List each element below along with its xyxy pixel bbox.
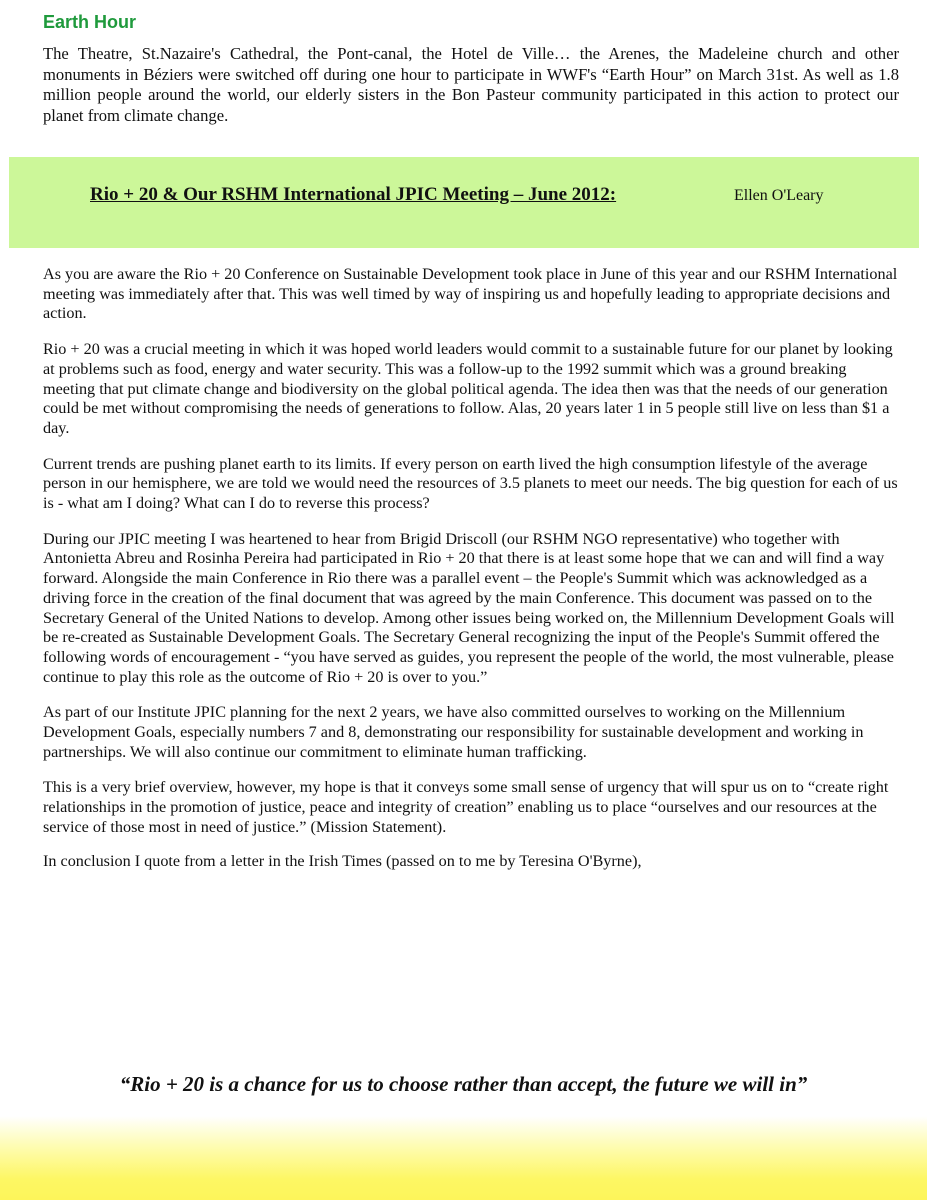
closing-quote: “Rio + 20 is a chance for us to choose rather than accept, the future we will in” xyxy=(119,1072,808,1096)
article-banner xyxy=(9,157,919,248)
article-paragraph: During our JPIC meeting I was heartened to hear from Brigid Driscoll (our RSHM NGO representative) who together with Antonietta Abreu and Rosinha Pereira had participated in Rio + 20 that there is at least some hope that we can and will find a way forward. Alongside the main Conference in Rio there was a parallel event – the People's Summit which was acknowledged as a driving force in the creation of the final document that was agreed by the main Conference. This document was passed on to the Secretary General of the United Nations to develop. Among other issues being worked on, the Millennium Development Goals will be re-created as Sustainable Development Goals. The Secretary General recognizing the input of the People's Summit offered the following words of encouragement - “you have served as guides, you represent the people of the world, the most vulnerable, please continue to play this role as the outcome of Rio + 20 is over to you.” xyxy=(43,529,895,686)
earth-hour-paragraph: The Theatre, St.Nazaire's Cathedral, the Pont-canal, the Hotel de Ville… the Arenes, the Madeleine church and other monuments in Béziers were switched off during one hour to participate in WWF's “Earth Hour” on March 31st. As well as 1.8 million people around the world, our elderly sisters in the Bon Pasteur community participated in this action to protect our planet from climate change. xyxy=(43,44,899,125)
article-body xyxy=(43,265,899,887)
footer-band xyxy=(0,1116,927,1200)
article-paragraph: In conclusion I quote from a letter in the Irish Times (passed on to me by Teresina O'Byrne), xyxy=(43,851,642,870)
article-author: Ellen O'Leary xyxy=(734,187,824,204)
article-paragraph: Current trends are pushing planet earth to its limits. If every person on earth lived the high consumption lifestyle of the average person in our hemisphere, we are told we would need the resources of 3.5 planets to meet our needs. The big question for each of us is - what am I doing? What can I do to reverse this process? xyxy=(43,454,898,513)
article-paragraph: Rio + 20 was a crucial meeting in which it was hoped world leaders would commit to a sustainable future for our planet by looking at problems such as food, energy and water security. This was a follow-up to the 1992 summit which was a ground breaking meeting that put climate change and biodiversity on the global political agenda. The idea then was that the needs of our generation could be met without compromising the needs of generations to follow. Alas, 20 years later 1 in 5 people still live on less than $1 a day. xyxy=(43,340,893,437)
article-paragraph: This is a very brief overview, however, my hope is that it conveys some small sense of urgency that will spur us on to “create right relationships in the promotion of justice, peace and integrity of creation” enabling us to place “ourselves and our resources at the service of those most in need of justice.” (Mission Statement). xyxy=(43,778,889,836)
article-paragraph: As part of our Institute JPIC planning for the next 2 years, we have also committed ourselves to working on the Millennium Development Goals, especially numbers 7 and 8, demonstrating our responsibility for sustainable development and working in partnerships. We will also continue our commitment to eliminate human trafficking. xyxy=(43,703,864,761)
earth-hour-title: Earth Hour xyxy=(43,12,137,32)
article-paragraph: As you are aware the Rio + 20 Conference on Sustainable Development took place in June of this year and our RSHM International meeting was immediately after that. This was well timed by way of inspiring us and hopefully leading to appropriate decisions and action. xyxy=(43,265,898,323)
article-title: Rio + 20 & Our RSHM International JPIC Meeting – June 2012: xyxy=(90,184,617,205)
